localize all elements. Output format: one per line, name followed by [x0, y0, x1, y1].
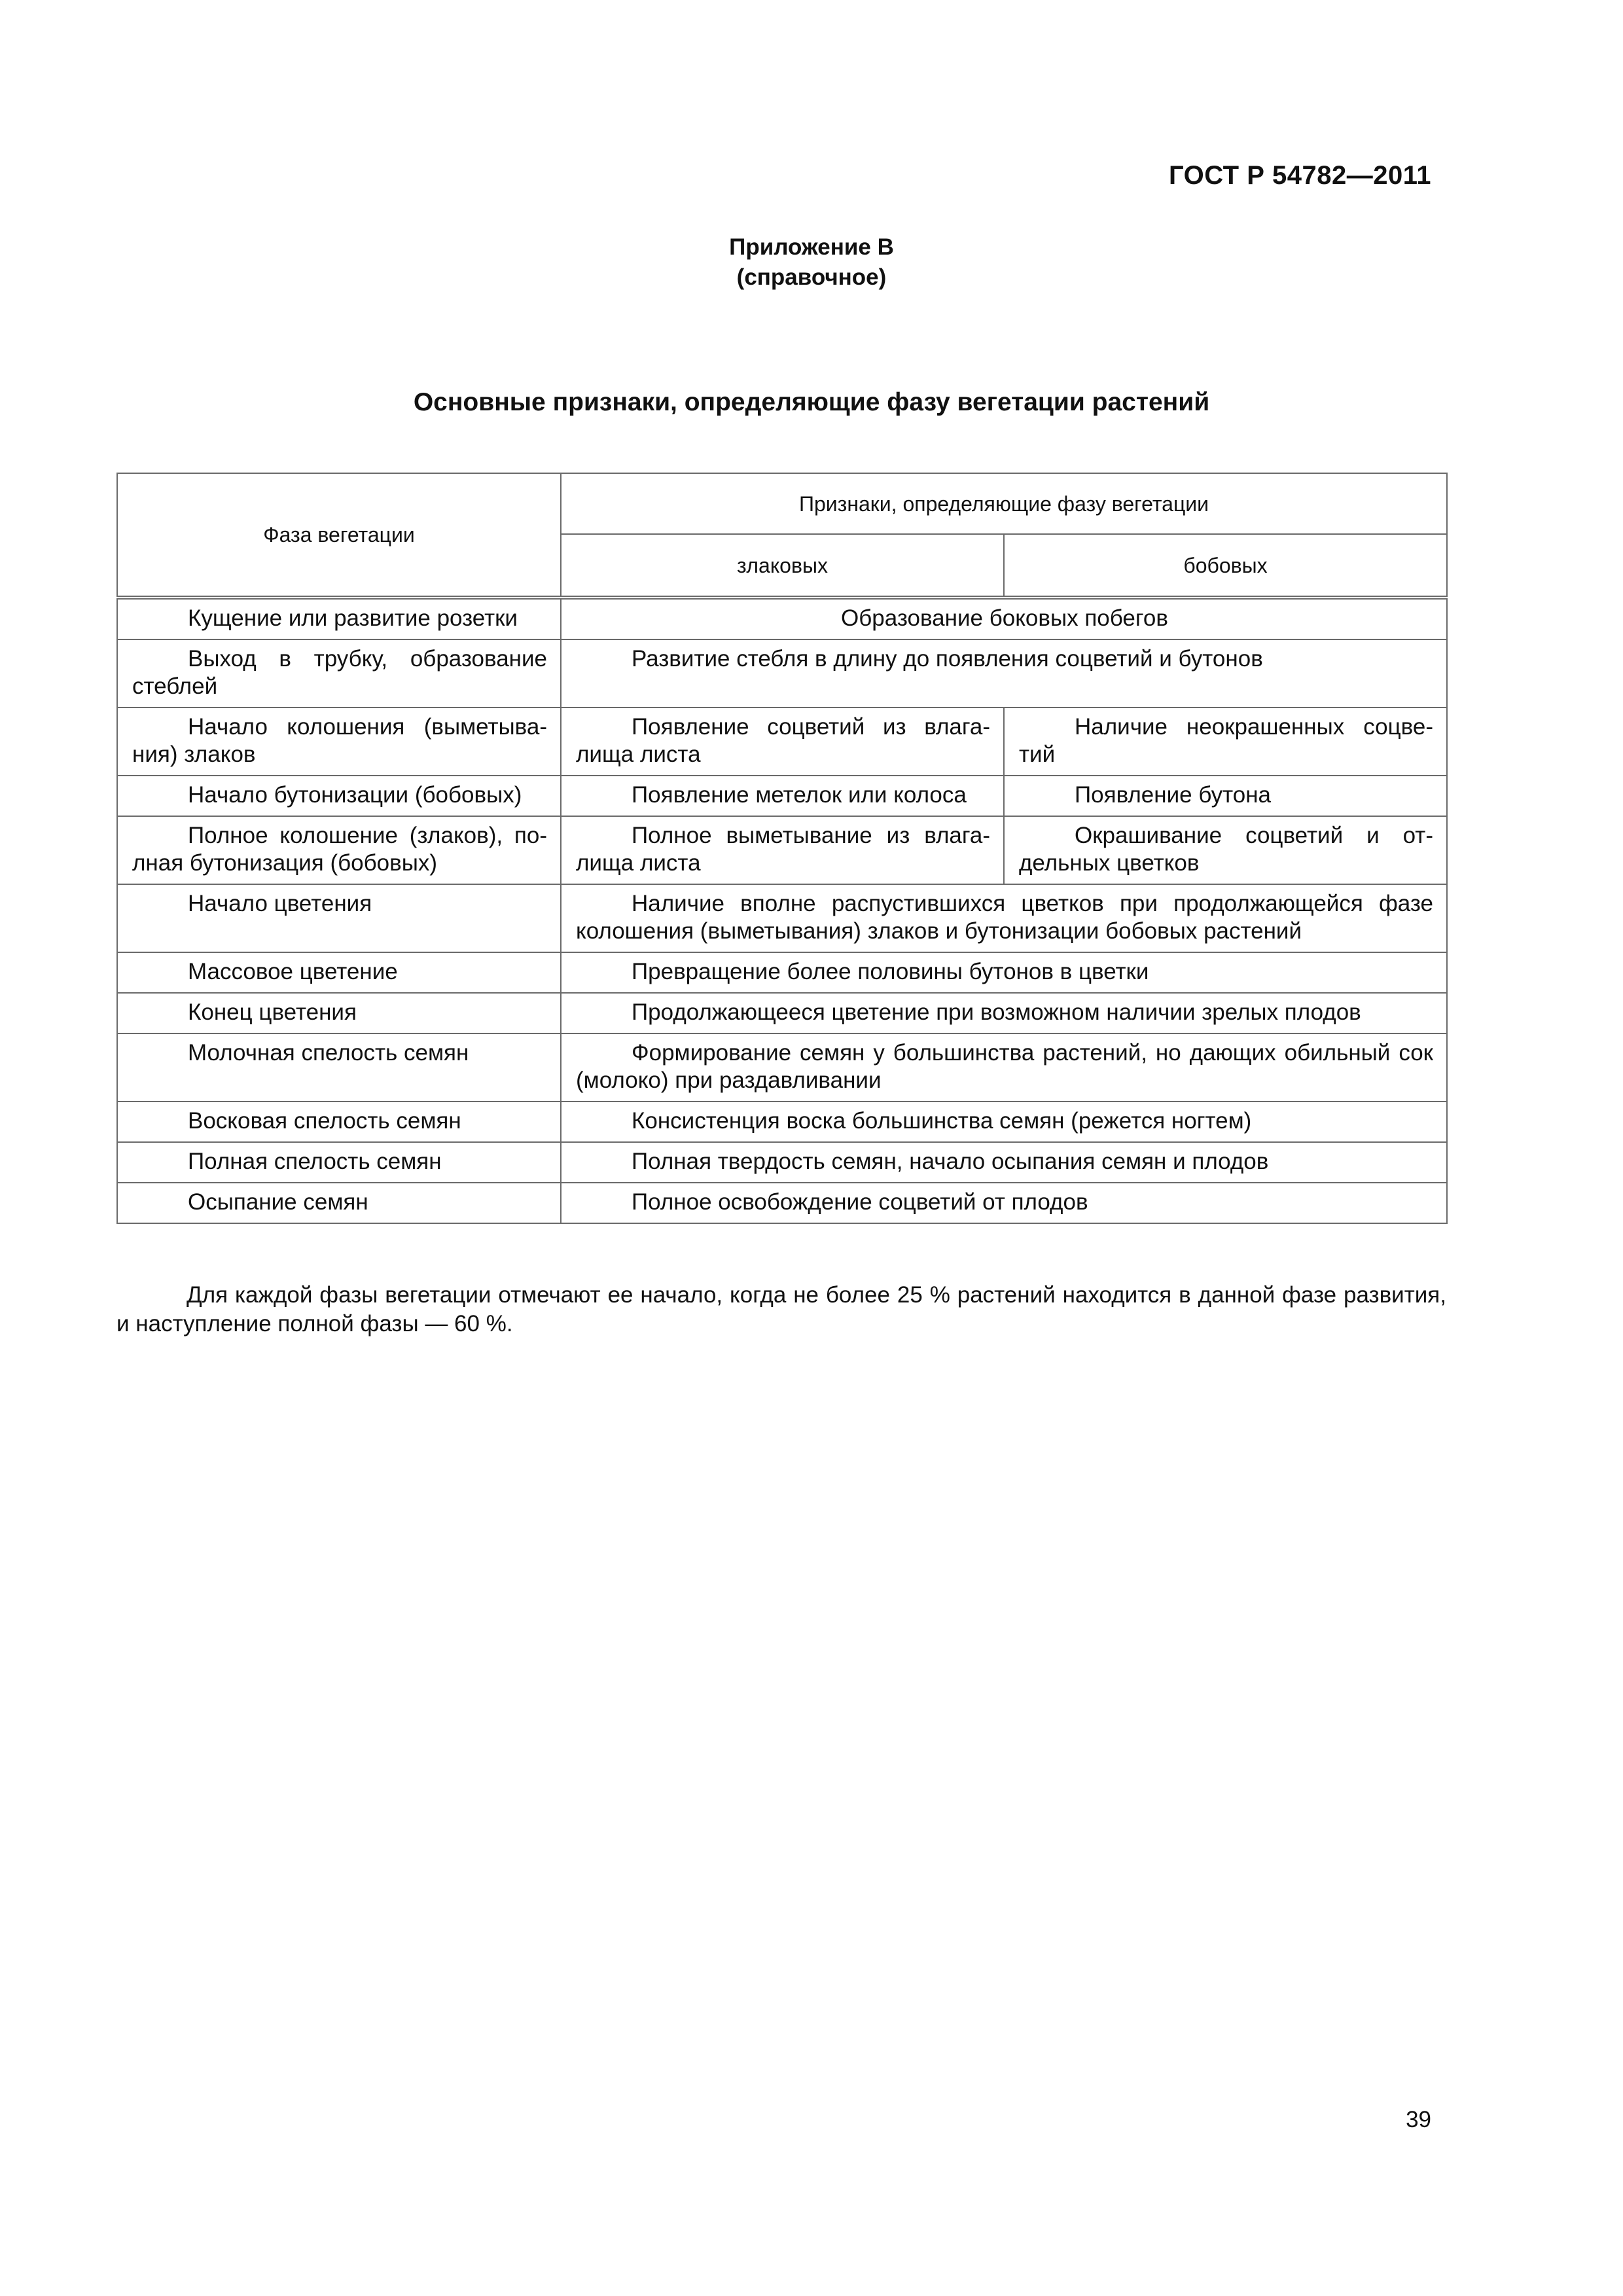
phase-cell: Молочная спелость семян — [117, 1033, 561, 1102]
phase-cell: Начало колошения (выметывания) злаков — [117, 708, 561, 776]
appendix-title: Приложение В — [729, 234, 894, 260]
table-row — [117, 598, 1447, 639]
table-row — [117, 993, 1447, 1033]
sign-cell: Продолжающееся цветение при возможном наличии зрелых плодов — [561, 993, 1447, 1033]
sign-cell: Формирование семян у большинства растений, но дающих обильный сок (молоко) при раздавливании — [561, 1033, 1447, 1102]
phase-cell: Осыпание семян — [117, 1183, 561, 1223]
section-heading: Основные признаки, определяющие фазу вегетации растений — [413, 388, 1210, 416]
table-row — [117, 1033, 1447, 1102]
phase-cell: Начало цветения — [117, 884, 561, 952]
appendix-label — [0, 232, 1623, 293]
phase-cell: Конец цветения — [117, 993, 561, 1033]
table-row — [117, 1102, 1447, 1142]
table-row — [117, 816, 1447, 884]
header-phase: Фаза вегетации — [117, 473, 561, 598]
cereals-cell: Появление соцветий из влагалища листа — [561, 708, 1004, 776]
sign-cell: Полное освобождение соцветий от плодов — [561, 1183, 1447, 1223]
legumes-cell: Наличие неокрашенных соцветий — [1004, 708, 1447, 776]
vegetation-phase-table — [116, 473, 1448, 1224]
table-row — [117, 884, 1447, 952]
table-row — [117, 708, 1447, 776]
cereals-cell: Полное выметывание из влагалища листа — [561, 816, 1004, 884]
phase-cell: Кущение или развитие розетки — [117, 598, 561, 639]
page-number: 39 — [1406, 2107, 1431, 2132]
phase-cell: Выход в трубку, образование стеблей — [117, 639, 561, 708]
sign-cell: Образование боковых побегов — [561, 598, 1447, 639]
sign-cell: Консистенция воска большинства семян (режется ногтем) — [561, 1102, 1447, 1142]
legumes-cell: Окрашивание соцветий и отдельных цветков — [1004, 816, 1447, 884]
sign-cell: Превращение более половины бутонов в цветки — [561, 952, 1447, 993]
header-legumes: бобовых — [1004, 534, 1447, 598]
header-signs: Признаки, определяющие фазу вегетации — [561, 473, 1447, 534]
sign-cell: Наличие вполне распустившихся цветков при продолжающейся фазе колошения (выметывания) злаков и бутонизации бобовых растений — [561, 884, 1447, 952]
legumes-cell: Появление бутона — [1004, 776, 1447, 816]
table-row — [117, 1142, 1447, 1183]
table-row — [117, 952, 1447, 993]
document-number: ГОСТ Р 54782—2011 — [1169, 161, 1431, 190]
phase-cell: Восковая спелость семян — [117, 1102, 561, 1142]
phase-cell: Массовое цветение — [117, 952, 561, 993]
table-row — [117, 776, 1447, 816]
phase-cell: Полная спелость семян — [117, 1142, 561, 1183]
sign-cell: Полная твердость семян, начало осыпания семян и плодов — [561, 1142, 1447, 1183]
footnote-paragraph: Для каждой фазы вегетации отмечают ее начало, когда не более 25 % растений находится в данной фазе развития, и наступление полной фазы — 60 %. — [116, 1282, 1446, 1336]
table-row — [117, 1183, 1447, 1223]
sign-cell: Развитие стебля в длину до появления соцветий и бутонов — [561, 639, 1447, 708]
phase-cell: Полное колошение (злаков), полная бутонизация (бобовых) — [117, 816, 561, 884]
phase-cell: Начало бутонизации (бобовых) — [117, 776, 561, 816]
table-row — [117, 639, 1447, 708]
appendix-subtitle: (справочное) — [736, 264, 887, 290]
header-cereals: злаковых — [561, 534, 1004, 598]
cereals-cell: Появление метелок или колоса — [561, 776, 1004, 816]
